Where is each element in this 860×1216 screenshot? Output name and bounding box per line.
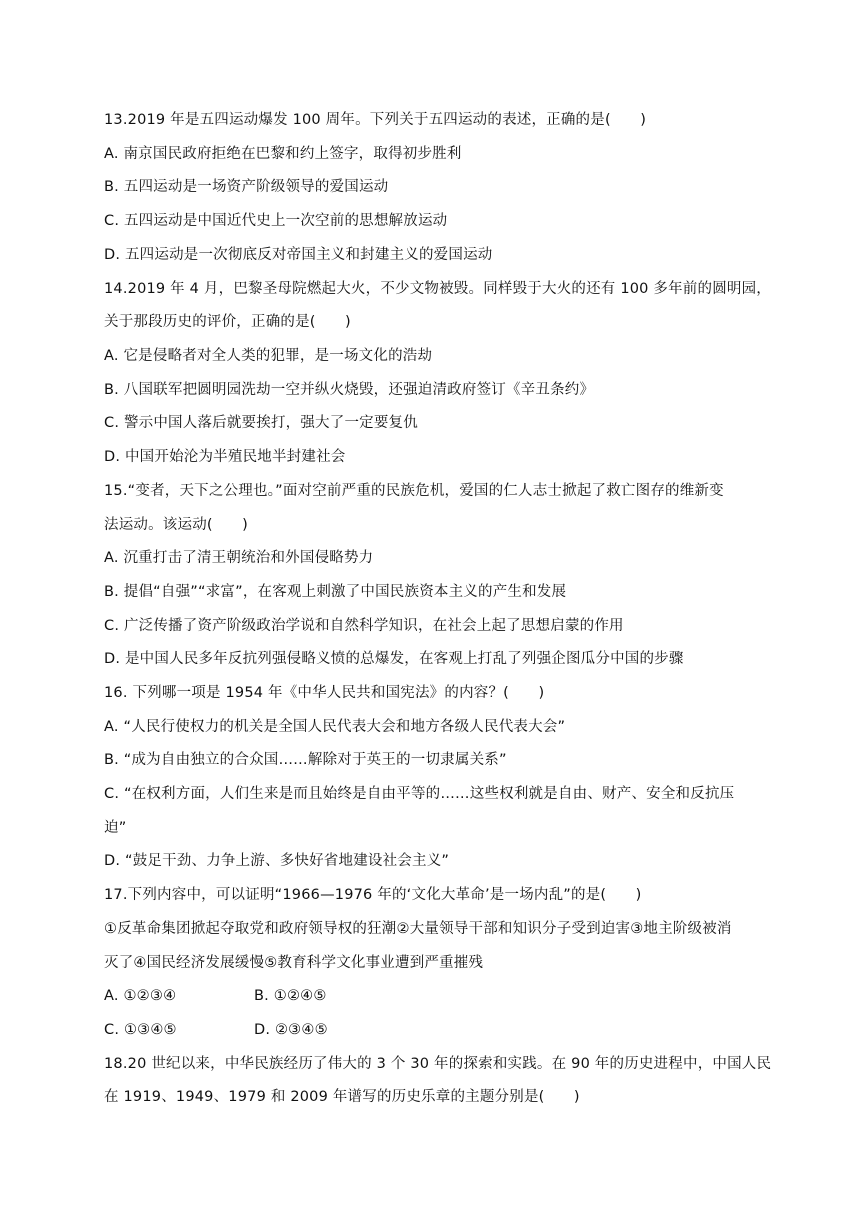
question-13-option-d: D. 五四运动是一次彻底反对帝国主义和封建主义的爱国运动 (104, 247, 493, 263)
question-14-option-c: C. 警示中国人落后就要挨打，强大了一定要复仇 (104, 415, 418, 431)
question-13-option-c: C. 五四运动是中国近代史上一次空前的思想解放运动 (104, 213, 448, 229)
question-14-stem-line-1: 14.2019 年 4 月，巴黎圣母院燃起大火，不少文物被毁。同样毁于大火的还有 100 多年前的圆明园， (104, 281, 772, 297)
question-17-option-b: B. ①②④⑤ (254, 988, 327, 1004)
question-13-option-b: B. 五四运动是一场资产阶级领导的爱国运动 (104, 179, 389, 195)
question-15-stem-line-2: 法运动。该运动( ) (104, 517, 249, 533)
question-17-statements-line-1: ①反革命集团掀起夺取党和政府领导权的狂潮②大量领导干部和知识分子受到迫害③地主阶级被消 (104, 921, 732, 937)
question-14-stem-line-2: 关于那段历史的评价，正确的是( ) (104, 314, 351, 330)
question-13-option-a: A. 南京国民政府拒绝在巴黎和约上签字，取得初步胜利 (104, 146, 462, 162)
question-18-stem-line-1: 18.20 世纪以来，中华民族经历了伟大的 3 个 30 年的探索和实践。在 90 年的历史进程中，中国人民 (104, 1056, 772, 1072)
question-16-option-c-line-2: 迫” (104, 820, 127, 836)
question-15-option-d: D. 是中国人民多年反抗列强侵略义愤的总爆发，在客观上打乱了列强企图瓜分中国的步骤 (104, 651, 684, 667)
question-17-statements-line-2: 灭了④国民经济发展缓慢⑤教育科学文化事业遭到严重摧残 (104, 955, 484, 971)
question-15-stem-line-1: 15.“变者，天下之公理也。”面对空前严重的民族危机，爱国的仁人志士掀起了救亡图存的维新变 (104, 483, 724, 499)
question-17-option-d: D. ②③④⑤ (254, 1022, 328, 1038)
question-16-stem: 16. 下列哪一项是 1954 年《中华人民共和国宪法》的内容？( ) (104, 685, 545, 701)
question-15-option-c: C. 广泛传播了资产阶级政治学说和自然科学知识，在社会上起了思想启蒙的作用 (104, 618, 624, 634)
question-17-option-c: C. ①③④⑤ (104, 1022, 177, 1038)
question-17-option-a: A. ①②③④ (104, 988, 177, 1004)
question-16-option-d: D. “鼓足干劲、力争上游、多快好省地建设社会主义” (104, 853, 450, 869)
question-16-option-a: A. “人民行使权力的机关是全国人民代表大会和地方各级人民代表大会” (104, 719, 566, 735)
question-14-option-a: A. 它是侵略者对全人类的犯罪，是一场文化的浩劫 (104, 348, 433, 364)
question-14-option-d: D. 中国开始沦为半殖民地半封建社会 (104, 449, 346, 465)
question-16-option-c-line-1: C. “在权利方面，人们生来是而且始终是自由平等的……这些权利就是自由、财产、安全和反抗压 (104, 786, 735, 802)
question-18-stem-line-2: 在 1919、1949、1979 和 2009 年谱写的历史乐章的主题分别是( ) (104, 1089, 580, 1105)
question-14-option-b: B. 八国联军把圆明园洗劫一空并纵火烧毁，还强迫清政府签订《辛丑条约》 (104, 382, 595, 398)
question-17-options-row-1 (104, 986, 764, 1006)
question-16-option-b: B. “成为自由独立的合众国……解除对于英王的一切隶属关系” (104, 752, 507, 768)
question-17-options-row-2 (104, 1020, 764, 1040)
question-15-option-b: B. 提倡“自强”“求富”，在客观上刺激了中国民族资本主义的产生和发展 (104, 584, 567, 600)
question-13-stem: 13.2019 年是五四运动爆发 100 周年。下列关于五四运动的表述，正确的是( ) (104, 112, 647, 128)
question-15-option-a: A. 沉重打击了清王朝统治和外国侵略势力 (104, 550, 374, 566)
question-17-stem: 17.下列内容中，可以证明“1966—1976 年的‘文化大革命’是一场内乱”的是( ) (104, 887, 642, 903)
